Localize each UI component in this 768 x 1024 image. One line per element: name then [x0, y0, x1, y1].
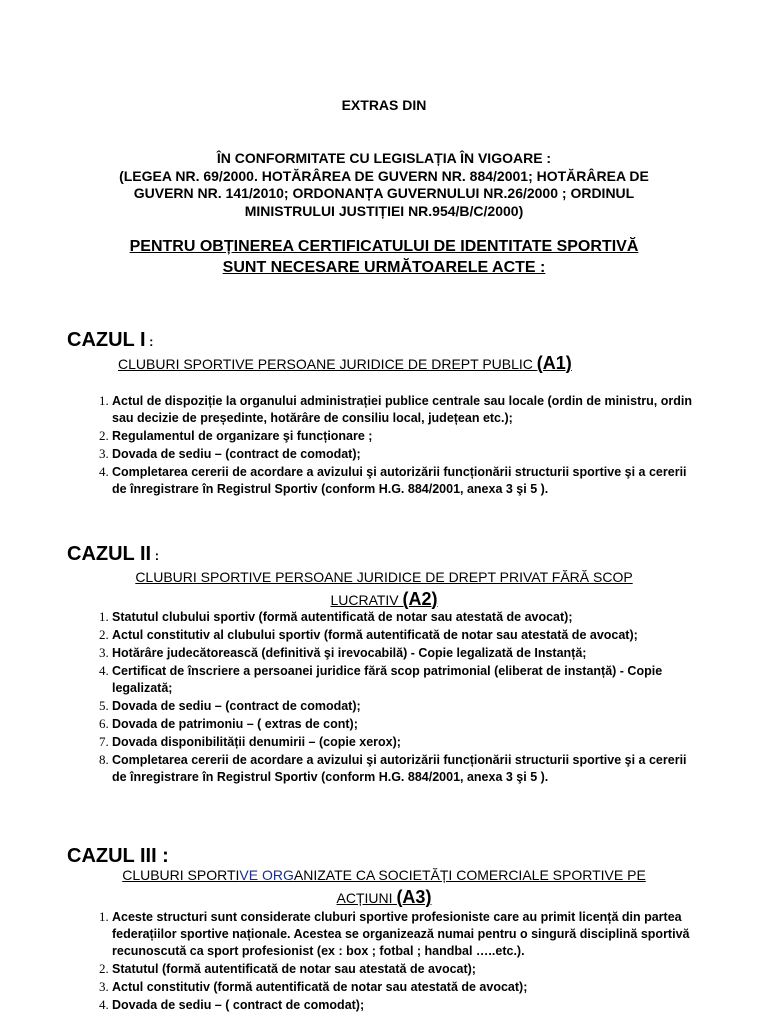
- list-item: 6. Dovada de patrimoniu – ( extras de cont);: [112, 715, 702, 733]
- case-code: (A3): [396, 887, 432, 907]
- legislation-block: [60, 150, 708, 220]
- list-item: 3. Hotărâre judecătorească (definitivă şi irevocabilă) - Copie legalizată de Instanță;: [112, 644, 702, 662]
- list-item: 3. Dovada de sediu – (contract de comodat);: [112, 445, 702, 463]
- list-item: 2. Statutul (formă autentificată de notar sau atestată de avocat);: [112, 960, 702, 978]
- case-code: (A1): [536, 353, 572, 373]
- headline-line: SUNT NECESARE URMĂTOARELE ACTE :: [222, 259, 546, 276]
- legislation-line: GUVERN NR. 141/2010; ORDONANȚA GUVERNULUI NR.26/2000 ; ORDINUL: [133, 185, 635, 201]
- list-item: 7. Dovada disponibilității denumirii – (copie xerox);: [112, 733, 702, 751]
- case-3-subtitle: CLUBURI SPORTIVE ORGANIZATE CA SOCIETĂȚI COMERCIALE SPORTIVE PE ACȚIUNI (A3): [122, 867, 646, 907]
- extras-heading: EXTRAS DIN: [341, 97, 427, 113]
- legislation-line: ÎN CONFORMITATE CU LEGISLAȚIA ÎN VIGOARE :: [216, 150, 552, 166]
- list-item: 4. Dovada de sediu – ( contract de comodat);: [112, 996, 702, 1014]
- case-2-subtitle: CLUBURI SPORTIVE PERSOANE JURIDICE DE DREPT PRIVAT FĂRĂ SCOP LUCRATIV (A2): [135, 569, 633, 609]
- list-item: 3. Actul constitutiv (formă autentificată de notar sau atestată de avocat);: [112, 978, 702, 996]
- case-1-title: CAZUL I :: [67, 329, 154, 351]
- case-2-list: [82, 608, 702, 786]
- case-1-subtitle: CLUBURI SPORTIVE PERSOANE JURIDICE DE DREPT PUBLIC (A1): [118, 353, 572, 373]
- legislation-line: MINISTRULUI JUSTIȚIEI NR.954/B/C/2000): [244, 202, 524, 219]
- list-item: 4. Certificat de înscriere a persoanei juridice fără scop patrimonial (eliberat de instanță) - Copie legalizată;: [112, 662, 702, 697]
- headline-line: PENTRU OBȚINEREA CERTIFICATULUI DE IDENTITATE SPORTIVĂ: [129, 238, 639, 255]
- list-item: 5. Dovada de sediu – (contract de comodat);: [112, 697, 702, 715]
- document-headline: [40, 236, 728, 278]
- case-1-list: [82, 392, 702, 498]
- case-code: (A2): [402, 589, 438, 609]
- case-3-title: CAZUL III :: [67, 845, 169, 867]
- list-item: 2. Actul constitutiv al clubului sportiv (formă autentificată de notar sau atestată de avocat);: [112, 626, 702, 644]
- legislation-line: (LEGEA NR. 69/2000. HOTĂRÂREA DE GUVERN NR. 884/2001; HOTĂRÂREA DE: [119, 167, 649, 184]
- case-2-title: CAZUL II :: [67, 543, 160, 565]
- list-item: 2. Regulamentul de organizare şi funcționare ;: [112, 427, 702, 445]
- list-item: 4. Completarea cererii de acordare a avizului şi autorizării funcționării structurii sportive şi a cererii de înregistrare în Registrul Sportiv (conform H.G. 884/2001, anexa 3 şi 5 ).: [112, 463, 702, 498]
- list-item: 1. Actul de dispoziție la organului administrației publice centrale sau locale (ordin de ministru, ordin sau decizie de președinte, hotărâre de consiliu local, județean etc.);: [112, 392, 702, 427]
- list-item: 1. Aceste structuri sunt considerate cluburi sportive profesioniste care au primit licență din partea federațiilor sportive naționale. Acestea se organizează numai pentru o singură disciplină sportivă recunoscută ca sport profesionist (ex : box ; fotbal ; handbal …..etc.).: [112, 908, 702, 960]
- list-item: 8. Completarea cererii de acordare a avizului şi autorizării funcționării structurii sportive şi a cererii de înregistrare în Registrul Sportiv (conform H.G. 884/2001, anexa 3 şi 5 ).: [112, 751, 702, 786]
- list-item: 1. Statutul clubului sportiv (formă autentificată de notar sau atestată de avocat);: [112, 608, 702, 626]
- case-3-list: [82, 908, 702, 1014]
